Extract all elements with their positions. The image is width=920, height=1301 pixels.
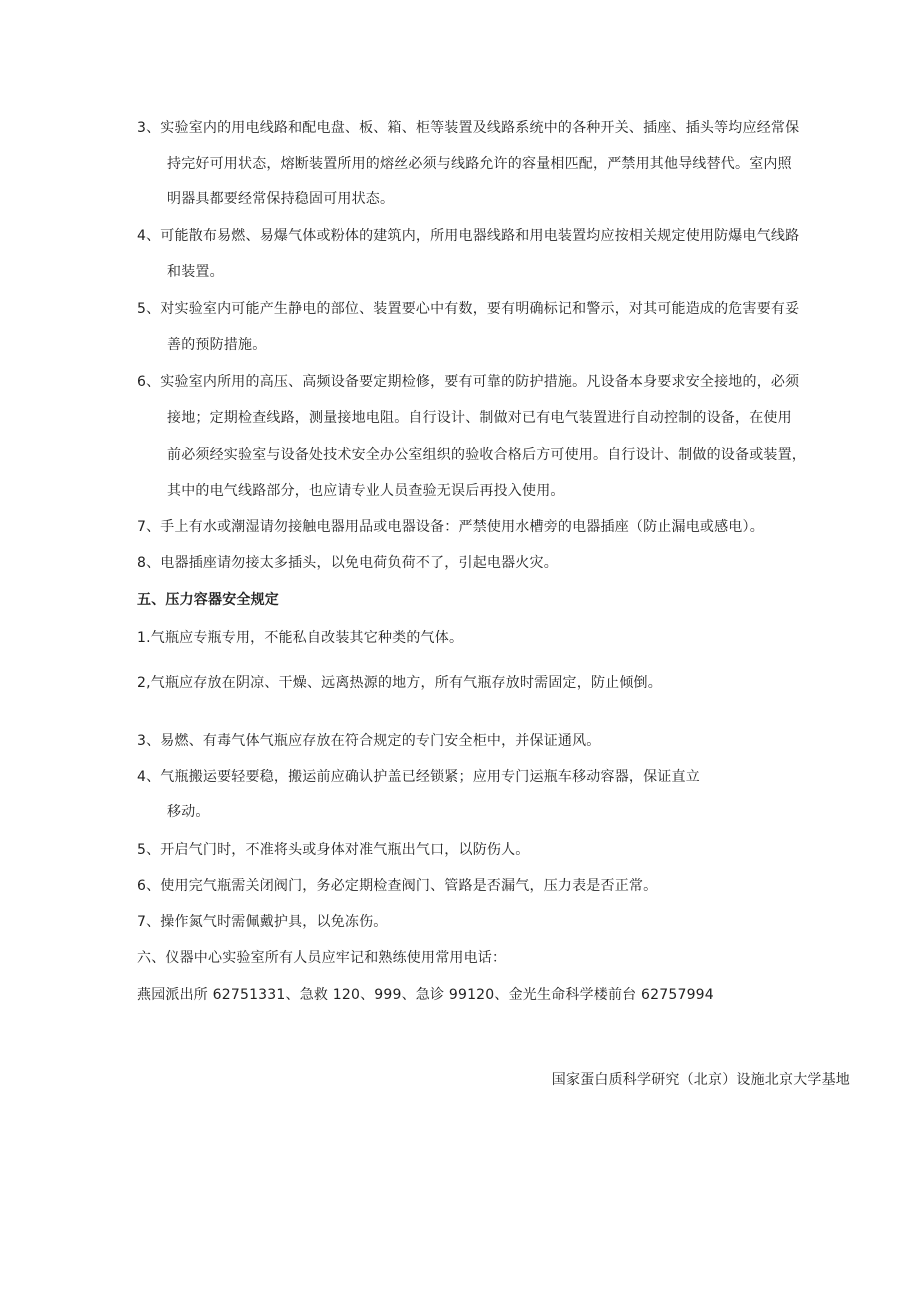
rule-6-line-4: 其中的电气线路部分，也应请专业人员查验无误后再投入使用。 — [167, 483, 565, 499]
rule-5-line-1: 5、对实验室内可能产生静电的部位、装置要心中有数，要有明确标记和警示，对其可能造成的危害要有妥 — [137, 301, 800, 317]
rule-5-line-2: 善的预防措施。 — [167, 337, 267, 353]
rule-6-line-1: 6、实验室内所用的高压、高频设备要定期检修，要有可靠的防护措施。凡设备本身要求安全接地的，必须 — [137, 374, 800, 390]
gas-rule-5: 5、开启气门时，不准将头或身体对准气瓶出气口，以防伤人。 — [137, 842, 530, 858]
phone-numbers-list: 燕园派出所 62751331、急救 120、999、急诊 99120、金光生命科学楼前台 62757994 — [137, 987, 714, 1003]
rule-6-line-3: 前必须经实验室与设备处技术安全办公室组织的验收合格后方可使用。自行设计、制做的设备或装置， — [167, 447, 806, 463]
rule-7: 7、手上有水或潮湿请勿接触电器用品或电器设备：严禁使用水槽旁的电器插座（防止漏电或感电）。 — [137, 519, 764, 535]
rule-3-line-3: 明器具都要经常保持稳固可用状态。 — [167, 191, 395, 207]
gas-rule-4-line-1: 4、气瓶搬运要轻要稳，搬运前应确认护盖已经锁紧；应用专门运瓶车移动容器，保证直立 — [137, 769, 700, 785]
gas-rule-7: 7、操作氮气时需佩戴护具，以免冻伤。 — [137, 914, 388, 930]
rule-3-line-1: 3、实验室内的用电线路和配电盘、板、箱、柜等装置及线路系统中的各种开关、插座、插头等均应经常保 — [137, 120, 800, 136]
gas-rule-4-line-2: 移动。 — [167, 804, 210, 820]
gas-rule-1: 1.气瓶应专瓶专用，不能私自改装其它种类的气体。 — [137, 630, 464, 646]
gas-rule-3: 3、易燃、有毒气体气瓶应存放在符合规定的专门安全柜中，并保证通风。 — [137, 733, 601, 749]
rule-4-line-2: 和装置。 — [167, 264, 224, 280]
rule-4-line-1: 4、可能散布易燃、易爆气体或粉体的建筑内，所用电器线路和用电装置均应按相关规定使用防爆电气线路 — [137, 228, 800, 244]
rule-3-line-2: 持完好可用状态，熔断装置所用的熔丝必须与线路允许的容量相匹配，严禁用其他导线替代。室内照 — [167, 156, 792, 172]
organization-signature: 国家蛋白质科学研究（北京）设施北京大学基地 — [551, 1072, 850, 1088]
section-heading-phone-numbers: 六、仪器中心实验室所有人员应牢记和熟练使用常用电话： — [137, 950, 507, 966]
rule-8: 8、电器插座请勿接太多插头，以免电荷负荷不了，引起电器火灾。 — [137, 555, 558, 571]
gas-rule-6: 6、使用完气瓶需关闭阀门，务必定期检查阀门、管路是否漏气，压力表是否正常。 — [137, 878, 658, 894]
section-heading-pressure-vessels: 五、压力容器安全规定 — [137, 592, 279, 608]
gas-rule-2: 2,气瓶应存放在阴凉、干燥、远离热源的地方，所有气瓶存放时需固定，防止倾倒。 — [137, 675, 662, 691]
rule-6-line-2: 接地；定期检查线路，测量接地电阻。自行设计、制做对已有电气装置进行自动控制的设备，在使用 — [167, 410, 792, 426]
